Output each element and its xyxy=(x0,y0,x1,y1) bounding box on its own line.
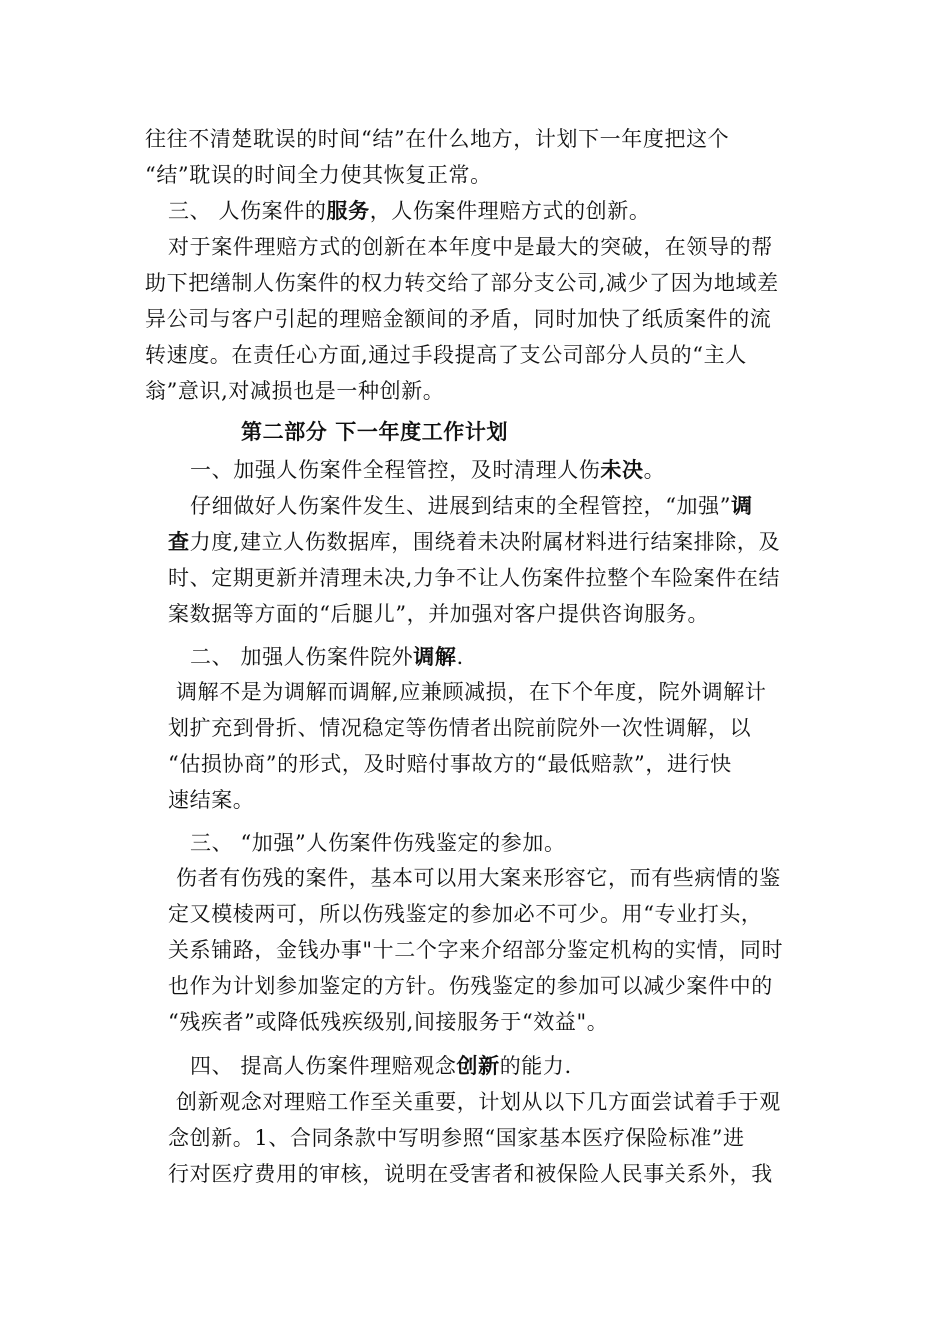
text-line xyxy=(145,269,779,297)
section-heading xyxy=(241,418,508,446)
text-run: 调解不是为调解而调解,应兼顾减损，在下个年度，院外调解计 xyxy=(176,680,767,704)
text-run: 三、 “加强”人伤案件伤残鉴定的参加。 xyxy=(190,831,566,855)
text-run: 力度,建立人伤数据库，围绕着未决附属材料进行结案排除，及 xyxy=(189,530,781,554)
text-line xyxy=(190,829,566,857)
text-run: 的能力. xyxy=(499,1054,572,1078)
text-line xyxy=(168,233,773,261)
text-line xyxy=(190,1052,572,1080)
text-line xyxy=(168,786,254,814)
text-run: 助下把缮制人伤案件的权力转交给了部分支公司,减少了因为地域差 xyxy=(145,271,779,295)
bold-text-run: 查 xyxy=(168,529,190,554)
text-run: 。 xyxy=(643,458,666,482)
text-run: 一、加强人伤案件全程管控，及时清理人伤 xyxy=(190,458,601,482)
bold-text-run: 调解 xyxy=(413,644,457,669)
text-line xyxy=(168,564,780,592)
text-line xyxy=(145,305,771,333)
text-run: 定又模棱两可，所以伤残鉴定的参加必不可少。用“专业打头， xyxy=(168,902,763,926)
text-line xyxy=(176,1088,781,1116)
text-run: ，人伤案件理赔方式的创新。 xyxy=(369,199,651,223)
text-run: 往往不清楚耽误的时间“结”在什么地方，计划下一年度把这个 xyxy=(145,127,730,151)
text-run: 时、定期更新并清理未决,力争不让人伤案件拉整个车险案件在结 xyxy=(168,566,781,590)
text-run: 案数据等方面的“后腿儿”，并加强对客户提供咨询服务。 xyxy=(168,602,710,626)
bold-text-run: 服务 xyxy=(326,198,370,223)
text-line xyxy=(145,125,729,153)
text-line xyxy=(168,1124,745,1152)
bold-text-run: 创新 xyxy=(456,1053,500,1078)
bold-text-run: 调 xyxy=(731,493,753,518)
text-run: 仔细做好人伤案件发生、进展到结束的全程管控，“加强” xyxy=(190,494,732,518)
text-line xyxy=(168,197,651,225)
text-run: 转速度。在责任心方面,通过手段提高了支公司部分人员的“主人 xyxy=(145,343,747,367)
text-line xyxy=(168,714,751,742)
text-run: 行对医疗费用的审核，说明在受害者和被保险人民事关系外，我 xyxy=(168,1162,773,1186)
text-run: 二、 加强人伤案件院外 xyxy=(190,645,414,669)
text-run: 划扩充到骨折、情况稳定等伤情者出院前院外一次性调解，以 xyxy=(168,716,752,740)
text-line xyxy=(168,528,780,556)
text-line xyxy=(168,600,709,628)
text-run: “估损协商”的形式，及时赔付事故方的“最低赔款”，进行快 xyxy=(168,752,732,776)
text-line xyxy=(145,161,492,189)
bold-text-run: 未决 xyxy=(600,457,644,482)
text-run: 翁”意识,对减损也是一种创新。 xyxy=(145,379,445,403)
heading-text: 第二部分 下一年度工作计划 xyxy=(241,419,509,444)
text-run: 对于案件理赔方式的创新在本年度中是最大的突破，在领导的帮 xyxy=(168,235,773,259)
text-line xyxy=(190,643,464,671)
text-line xyxy=(168,750,732,778)
text-line xyxy=(190,492,753,520)
text-line xyxy=(168,936,783,964)
text-line xyxy=(145,341,747,369)
text-run: 创新观念对理赔工作至关重要，计划从以下几方面尝试着手于观 xyxy=(176,1090,781,1114)
text-run: 关系铺路，金钱办事"十二个字来介绍部分鉴定机构的实情，同时 xyxy=(168,938,784,962)
text-run: 四、 提高人伤案件理赔观念 xyxy=(190,1054,457,1078)
text-line xyxy=(176,864,781,892)
text-line xyxy=(168,900,763,928)
text-run: 伤者有伤残的案件，基本可以用大案来形容它，而有些病情的鉴 xyxy=(176,866,781,890)
text-line xyxy=(176,678,766,706)
text-line xyxy=(168,972,773,1000)
text-run: 速结案。 xyxy=(168,788,255,812)
text-run: 也作为计划参加鉴定的方针。伤残鉴定的参加可以减少案件中的 xyxy=(168,974,773,998)
text-line xyxy=(168,1008,608,1036)
text-run: . xyxy=(456,645,464,669)
text-line xyxy=(145,377,444,405)
text-run: 三、 人伤案件的 xyxy=(168,199,327,223)
text-run: “残疾者”或降低残疾级别,间接服务于“效益"。 xyxy=(168,1010,609,1034)
text-line xyxy=(190,456,665,484)
text-line xyxy=(168,1160,773,1188)
text-run: 异公司与客户引起的理赔金额间的矛盾，同时加快了纸质案件的流 xyxy=(145,307,772,331)
text-run: “结”耽误的时间全力使其恢复正常。 xyxy=(145,163,492,187)
text-run: 念创新。1、合同条款中写明参照“国家基本医疗保险标准”进 xyxy=(168,1126,745,1150)
